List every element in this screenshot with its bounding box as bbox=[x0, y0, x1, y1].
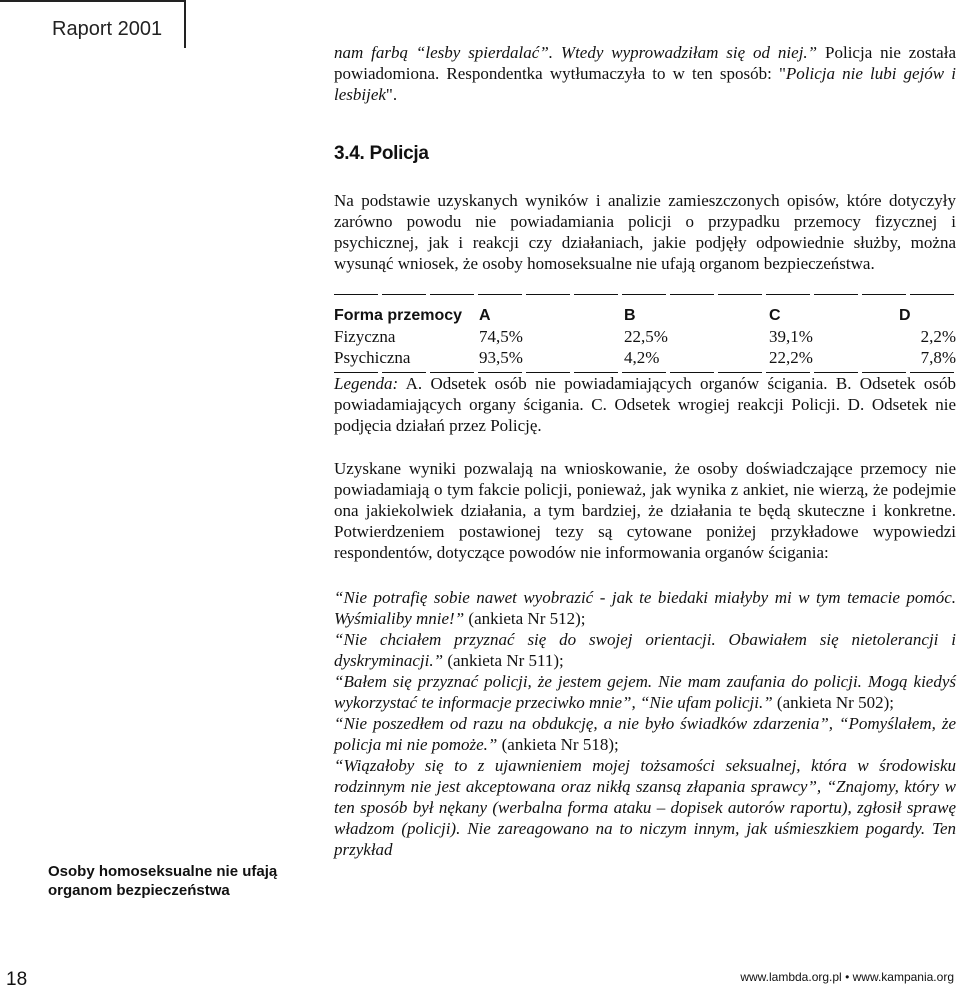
section-heading: 3.4. Policja bbox=[334, 143, 429, 164]
legend-text: A. Odsetek osób nie powiadamiających organów ścigania. B. Odsetek osób powiadamiających organy ścigania. C. Odsetek wrogiej reakcji Policji. D. Odsetek nie podjęcia działań przez Policję. bbox=[334, 374, 956, 435]
header-cell: Forma przemocy bbox=[334, 307, 463, 324]
table-cell: Psychiczna bbox=[334, 348, 411, 367]
paragraph-1: Na podstawie uzyskanych wyników i analizie zamieszczonych opisów, które dotyczyły zarówno powodu nie powiadamiania policji o przypadku przemocy fizycznej i psychicznej, jak i reakcji czy działaniach, jakie podjęły odpowiednie służby, można wysunąć wniosek, że osoby homoseksualne nie ufają organom bezpieczeństwa. bbox=[334, 191, 956, 273]
quote-text: “Bałem się przyznać policji, że jestem gejem. Nie mam zaufania do policji. Mogą kiedyś wykorzystać te informacje przeciwko mnie”, “Nie ufam policji.” bbox=[334, 672, 956, 712]
footer-link-lambda[interactable]: www.lambda.org.pl bbox=[740, 970, 842, 984]
quote-ref: (ankieta Nr 511); bbox=[443, 651, 564, 670]
main-column bbox=[334, 42, 956, 860]
table-cell: 4,2% bbox=[624, 348, 660, 367]
quote-text: “Nie potrafię sobie nawet wyobrazić - jak te biedaki miałyby mi w tym temacie pomóc. Wyśmialiby mnie!” bbox=[334, 588, 956, 628]
header-rule-top bbox=[0, 0, 186, 2]
intro-italic-1: nam farbą “lesby spierdalać”. Wtedy wyprowadziłam się od niej.” bbox=[334, 43, 818, 62]
header-cell: A bbox=[479, 307, 491, 324]
table-cell: 22,2% bbox=[769, 348, 813, 367]
quote-item bbox=[334, 671, 956, 713]
quote-ref: (ankieta Nr 502); bbox=[772, 693, 894, 712]
quote-item bbox=[334, 713, 956, 755]
quote-text: “Nie chciałem przyznać się do swojej orientacji. Obawiałem się nietolerancji i dyskryminacji.” bbox=[334, 630, 956, 670]
table-cell: 74,5% bbox=[479, 327, 523, 346]
table-row bbox=[334, 347, 956, 368]
header-cell: C bbox=[769, 307, 781, 324]
quote-item bbox=[334, 629, 956, 671]
header-cell: B bbox=[624, 307, 636, 324]
data-table bbox=[334, 305, 956, 368]
table-legend bbox=[334, 373, 956, 436]
header-rule-vertical bbox=[184, 0, 186, 48]
paragraph-2: Uzyskane wyniki pozwalają na wnioskowanie, że osoby doświadczające przemocy nie powiadamiają o tym fakcie policji, ponieważ, jak wynika z ankiet, nie wierzą, że podejmie ona jakiekolwiek działania, a tym bardziej, że działania te będą skuteczne i konkretne. Potwierdzeniem postawionej tezy są cytowane poniżej przykładowe wypowiedzi respondentów, dotyczące powodów nie informowania organów ścigania: bbox=[334, 459, 956, 562]
table-cell: 7,8% bbox=[920, 348, 956, 367]
quote-item bbox=[334, 755, 956, 860]
intro-normal-1: Policja nie została powiadomiona. Respondentka wytłumaczyła to w ten sposób: " bbox=[334, 43, 956, 83]
table-cell: 39,1% bbox=[769, 327, 813, 346]
footer-links bbox=[740, 970, 954, 984]
table-cell: 22,5% bbox=[624, 327, 668, 346]
footer-link-kampania[interactable]: www.kampania.org bbox=[852, 970, 954, 984]
quote-item bbox=[334, 587, 956, 629]
intro-normal-2: ". bbox=[385, 85, 398, 104]
table-cell: 2,2% bbox=[920, 327, 956, 346]
table-top-rule bbox=[334, 294, 956, 295]
page-number: 18 bbox=[6, 969, 28, 990]
table-header-row bbox=[334, 305, 956, 326]
quote-ref: (ankieta Nr 518); bbox=[497, 735, 619, 754]
header-cell: D bbox=[899, 307, 911, 324]
respondent-quotes bbox=[334, 587, 956, 860]
intro-italic-2: Policja nie lubi gejów i lesbijek bbox=[334, 64, 956, 104]
table-row bbox=[334, 326, 956, 347]
quote-text: “Nie poszedłem od razu na obdukcję, a nie było świadków zdarzenia”, “Pomyślałem, że policja mi nie pomoże.” bbox=[334, 714, 956, 754]
table-cell: 93,5% bbox=[479, 348, 523, 367]
table-cell: Fizyczna bbox=[334, 327, 396, 346]
quote-text: “Wiązałoby się to z ujawnieniem mojej tożsamości seksualnej, która w środowisku rodzinnym nie jest akceptowana oraz nikłą szansą złapania sprawcy”, “Znajomy, który w ten sposób był nękany (werbalna forma ataku – dopisek autorów raportu), zgłosił sprawę władzom (policji). Nie zareagowano na to niczym innym, jak uśmieszkiem pogardy. Ten przykład bbox=[334, 756, 956, 859]
bullet-separator: • bbox=[845, 970, 850, 984]
sidebar-note: Osoby homoseksualne nie ufają organom bezpieczeństwa bbox=[48, 863, 278, 899]
violence-table bbox=[334, 294, 956, 373]
legend-label: Legenda: bbox=[334, 374, 399, 393]
report-title: Raport 2001 bbox=[52, 18, 163, 40]
intro-paragraph bbox=[334, 42, 956, 105]
quote-ref: (ankieta Nr 512); bbox=[464, 609, 586, 628]
